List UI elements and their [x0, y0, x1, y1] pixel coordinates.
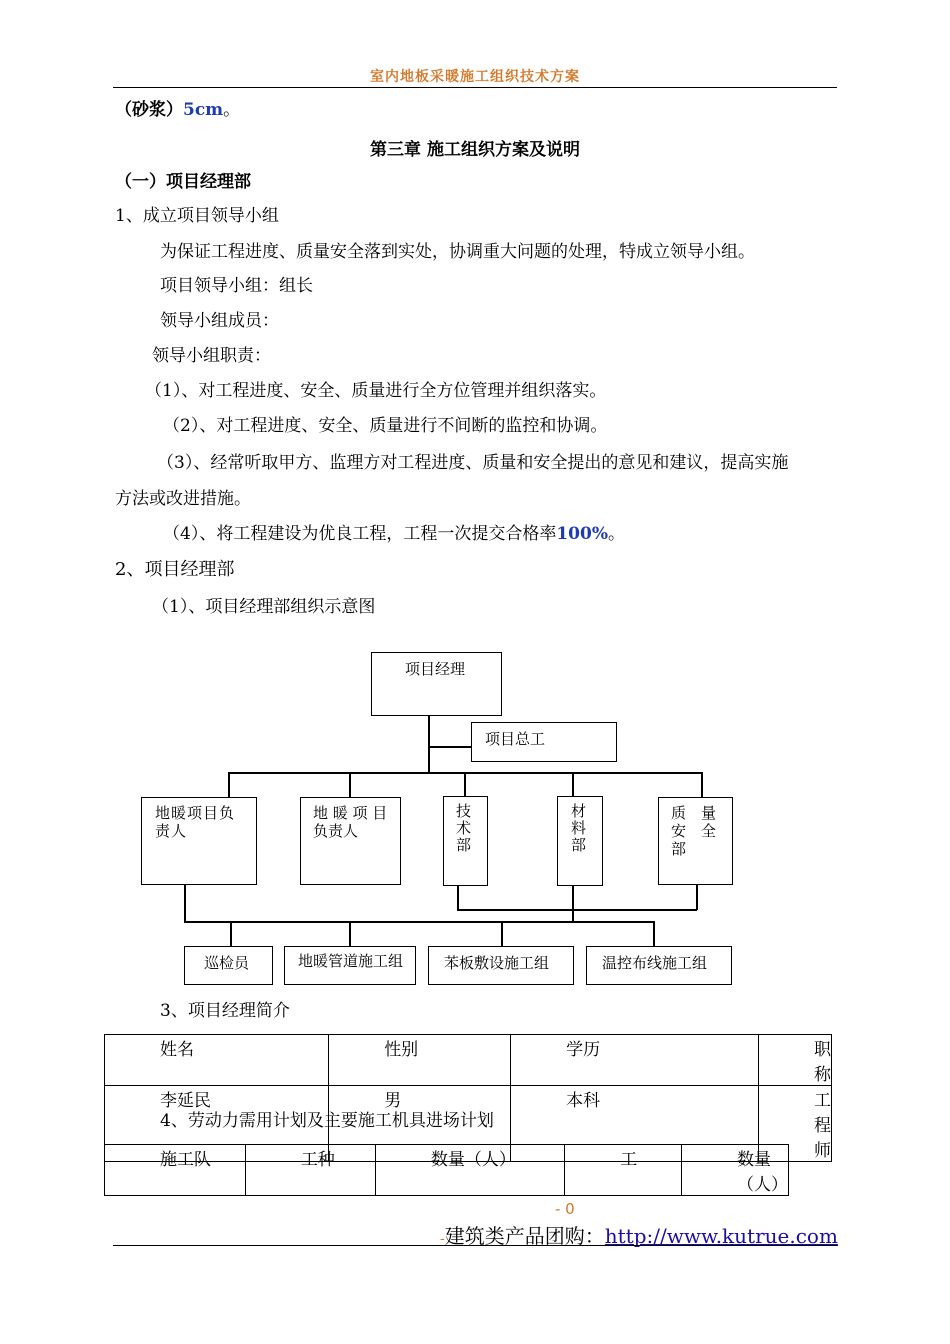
table-header-cell: 施工队: [105, 1145, 246, 1196]
box-quality-safety-line1: 质 量: [671, 804, 717, 822]
box-floor-heating-lead-2: [300, 797, 401, 885]
box-chief-engineer-label: 项目总工: [485, 730, 546, 748]
manager-profile-table: [104, 1034, 832, 1162]
connector-lead1: [228, 772, 230, 798]
footer-link[interactable]: http://www.kutrue.com: [604, 1224, 838, 1248]
box-floorboard-crew: [428, 946, 574, 985]
section-heading: （一）项目经理部: [115, 172, 251, 192]
box-wiring-crew-label: 温控布线施工组: [602, 954, 708, 972]
footer-dash: -: [440, 1231, 445, 1247]
box-pipe-crew: [284, 946, 416, 985]
connector-chief-branch: [428, 746, 472, 748]
connector-bottom-bus-upper: [457, 909, 697, 911]
box-project-manager: [371, 652, 502, 716]
box-floor-heating-lead-2-label: 地 暖 项 目 负责人: [313, 804, 388, 840]
connector-floor: [501, 921, 503, 947]
header-rule: [113, 87, 837, 88]
para2: 项目领导小组：组长: [160, 276, 313, 296]
top-line-suffix: 。: [223, 100, 241, 120]
duty4-suffix: 。: [607, 524, 625, 544]
top-line-prefix: （砂浆）: [115, 100, 183, 120]
box-inspector: [184, 946, 273, 985]
connector-pipe: [349, 921, 351, 947]
duty2: （2）、对工程进度、安全、质量进行不间断的监控和协调。: [163, 416, 608, 436]
connector-tech-down: [457, 884, 459, 910]
connector-wiring: [653, 921, 655, 947]
connector-manager-trunk: [428, 712, 430, 772]
table-header-cell: 工种: [245, 1145, 375, 1196]
top-line: [115, 99, 240, 121]
item3-heading: 3、项目经理简介: [160, 1001, 290, 1021]
table-header-cell: 学历: [511, 1035, 759, 1086]
connector-tech: [464, 772, 466, 796]
connector-material-down: [572, 884, 574, 922]
item4-heading: 4、劳动力需用计划及主要施工机具进场计划: [160, 1111, 494, 1131]
footer-label: 建筑类产品团购：: [444, 1224, 605, 1248]
table-header-cell: 工: [565, 1145, 682, 1196]
duty3-line1: （3）、经常听取甲方、监理方对工程进度、质量和安全提出的意见和建议，提高实施: [157, 453, 789, 473]
table-header-row: [105, 1035, 832, 1086]
box-material-dept: [557, 796, 603, 886]
item2-subheading: （1）、项目经理部组织示意图: [152, 597, 376, 617]
connector-qs: [701, 772, 703, 798]
table-cell: 本科: [511, 1086, 759, 1162]
connector-bottom-bus: [184, 921, 654, 923]
table-cell: 李延民: [105, 1086, 329, 1162]
box-floor-heating-lead-1: [141, 797, 257, 885]
box-quality-safety-dept: [658, 797, 733, 885]
table-header-row: [105, 1145, 789, 1196]
duty3-line2: 方法或改进措施。: [115, 489, 251, 509]
table-header-cell: 数量（人）: [375, 1145, 564, 1196]
box-project-manager-label: 项目经理: [405, 660, 466, 678]
top-line-value: 5cm: [183, 100, 224, 120]
box-wiring-crew: [586, 946, 732, 985]
box-chief-engineer: [471, 722, 617, 762]
box-quality-safety-line2: 安 全: [671, 822, 717, 840]
box-pipe-crew-label: 地暖管道施工组: [298, 952, 404, 970]
para3: 领导小组成员：: [160, 311, 279, 331]
table-header-cell: 职称: [759, 1035, 832, 1086]
para1: 为保证工程进度、质量安全落到实处，协调重大问题的处理，特成立领导小组。: [160, 242, 755, 262]
duty4-value: 100%: [556, 524, 608, 544]
header-title: 室内地板采暖施工组织技术方案: [370, 69, 580, 85]
para4: 领导小组职责：: [152, 346, 271, 366]
box-tech-dept: [443, 796, 488, 886]
labor-plan-table: [104, 1144, 789, 1196]
box-material-dept-label: 材料部: [571, 802, 587, 854]
footer-rule: [113, 1245, 837, 1246]
table-header-cell: 数量（人）: [682, 1145, 789, 1196]
box-floor-heating-lead-1-label: 地暖项目负责人: [155, 804, 236, 840]
box-inspector-label: 巡检员: [204, 954, 250, 972]
table-cell: 工程师: [759, 1086, 832, 1162]
connector-lead1-down: [184, 884, 186, 922]
duty1: （1）、对工程进度、安全、质量进行全方位管理并组织落实。: [145, 381, 607, 401]
table-header-cell: 性别: [329, 1035, 511, 1086]
box-floorboard-crew-label: 苯板敷设施工组: [444, 954, 550, 972]
connector-inspector: [230, 921, 232, 947]
box-tech-dept-label: 技术部: [456, 802, 472, 854]
connector-qs-down: [696, 884, 698, 910]
table-header-cell: 姓名: [105, 1035, 329, 1086]
connector-material: [572, 772, 574, 796]
box-quality-safety-line3: 部: [671, 840, 687, 858]
item2-heading: 2、项目经理部: [115, 559, 235, 580]
item1-heading: 1、成立项目领导小组: [115, 206, 279, 226]
chapter-title: 第三章 施工组织方案及说明: [370, 140, 580, 160]
connector-lead2: [349, 772, 351, 798]
duty4: [163, 523, 625, 545]
page-number: - 0: [555, 1200, 575, 1218]
duty4-prefix: （4）、将工程建设为优良工程，工程一次提交合格率: [163, 524, 557, 544]
table-cell: 男: [329, 1086, 511, 1162]
